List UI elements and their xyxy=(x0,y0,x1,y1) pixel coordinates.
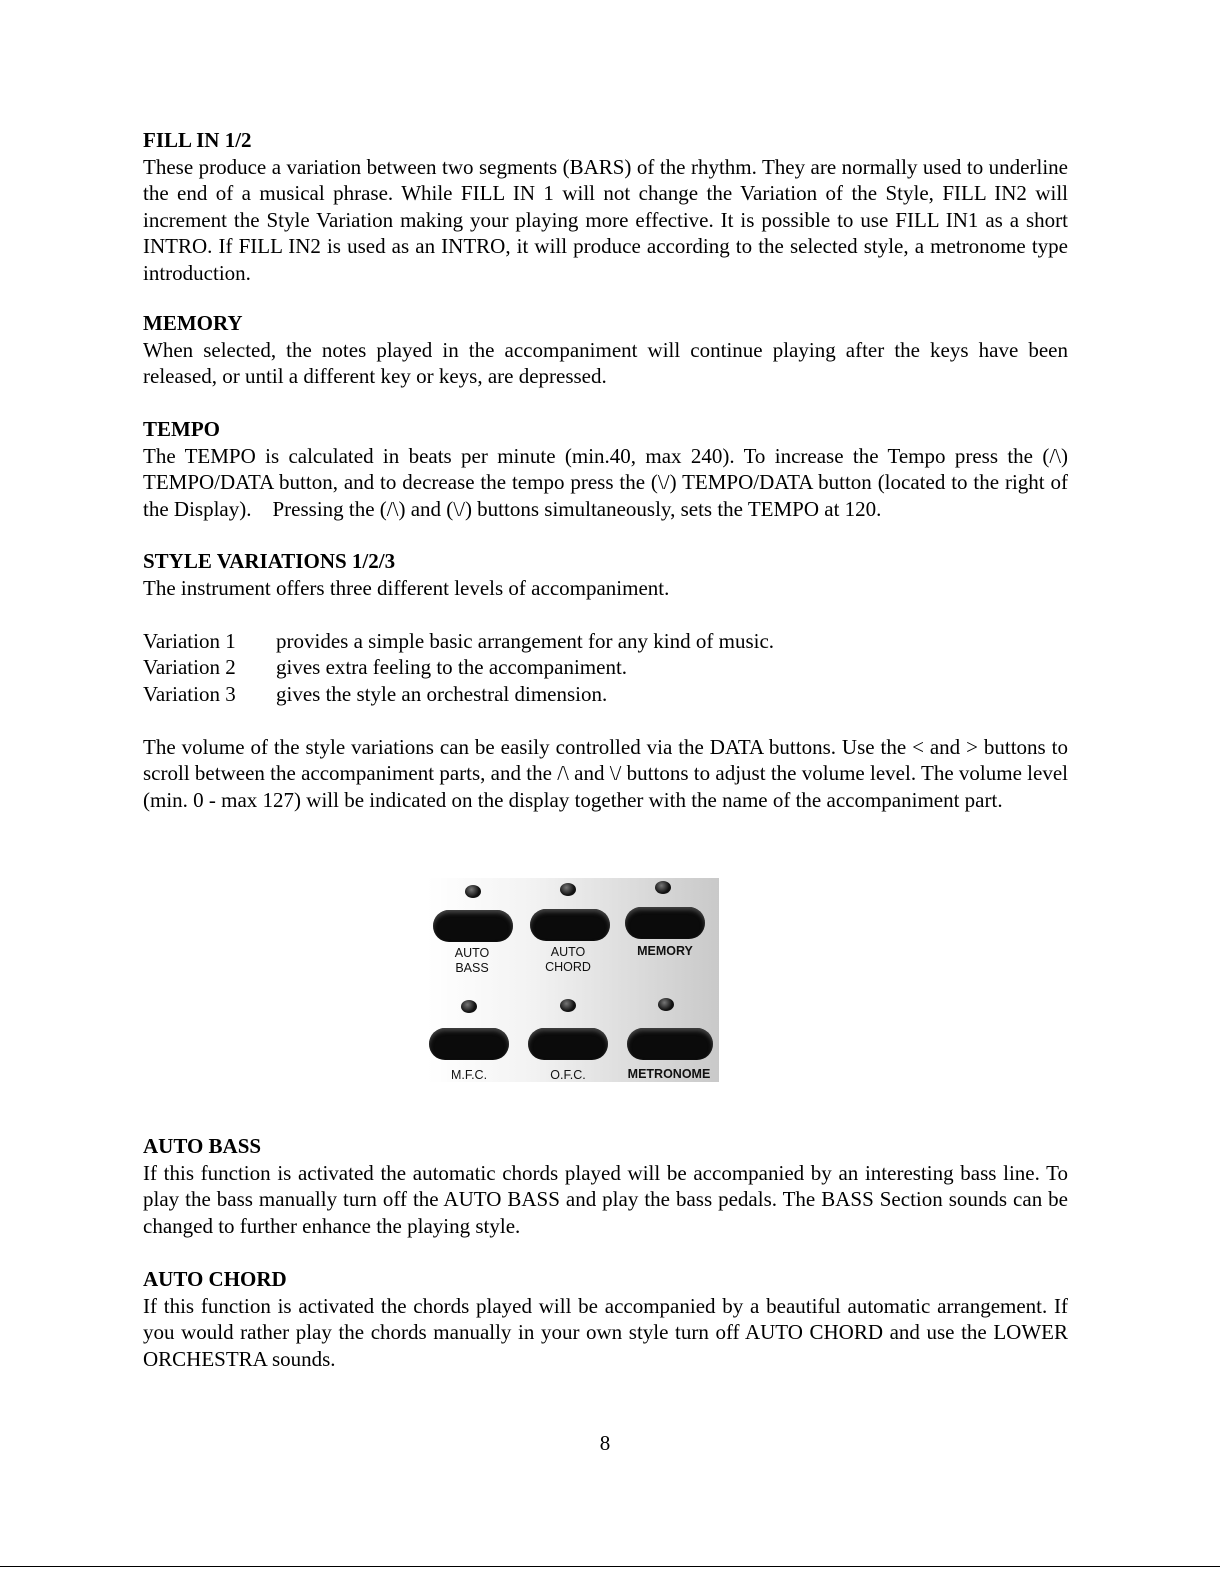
led-icon xyxy=(658,998,674,1011)
section-memory xyxy=(143,310,1068,390)
section-tempo xyxy=(143,416,1074,522)
mfc-button xyxy=(429,1028,509,1060)
heading: FILL IN 1/2 xyxy=(143,128,252,152)
led-icon xyxy=(465,885,481,898)
variation-name: Variation 1 xyxy=(143,628,236,653)
metronome-button xyxy=(627,1028,713,1060)
heading: STYLE VARIATIONS 1/2/3 xyxy=(143,549,396,573)
page-number: 8 xyxy=(599,1431,611,1455)
button-label: AUTO CHORD xyxy=(545,945,591,974)
memory-button xyxy=(625,907,705,939)
auto-bass-button xyxy=(433,910,513,942)
variation-desc: gives the style an orchestral dimension. xyxy=(276,681,608,706)
paragraph: The TEMPO is calculated in beats per minute (min.40, max 240). To increase the Tempo press the (/\) TEMPO/DATA button, and to decrease the tempo press the (\/) TEMPO/DATA button (located to the right of the Display). Pressing the (/\) and (\/) buttons simultaneously, sets the TEMPO at 120. xyxy=(143,443,1074,521)
variation-name: Variation 3 xyxy=(143,681,236,706)
paragraph: The volume of the style variations can be easily controlled via the DATA buttons. Use the < and > buttons to scroll between the accompaniment parts, and the /\ and \/ buttons to adjust the volume level. The volume level (min. 0 - max 127) will be indicated on the display together with the name of the accompaniment part. xyxy=(143,734,1068,812)
led-icon xyxy=(655,881,671,894)
button-label: AUTO BASS xyxy=(454,946,490,975)
paragraph: If this function is activated the chords played will be accompanied by a beautiful automatic arrangement. If you would rather play the chords manually in your own style turn off AUTO CHORD and use the LOWER ORCHESTRA sounds. xyxy=(143,1293,1068,1371)
variation-row xyxy=(143,681,1068,708)
section-auto-bass xyxy=(143,1133,1068,1239)
led-icon xyxy=(560,883,576,896)
bottom-rule xyxy=(0,1566,1220,1567)
paragraph: When selected, the notes played in the accompaniment will continue playing after the keys have been released, or until a different key or keys, are depressed. xyxy=(143,337,1068,388)
section-fill-in xyxy=(143,127,1068,286)
led-icon xyxy=(461,1000,477,1013)
paragraph: These produce a variation between two segments (BARS) of the rhythm. They are normally used to underline the end of a musical phrase. While FILL IN 1 will not change the Variation of the Style, FILL IN2 will increment the Style Variation making your playing more effective. It is possible to use FILL IN1 as a short INTRO. If FILL IN2 is used as an INTRO, it will produce according to the selected style, a metronome type introduction. xyxy=(143,154,1068,285)
button-label: M.F.C. xyxy=(450,1068,488,1082)
paragraph: The instrument offers three different levels of accompaniment. xyxy=(143,575,670,600)
variation-row xyxy=(143,654,1068,681)
led-icon xyxy=(560,999,576,1012)
auto-chord-button xyxy=(530,909,610,941)
button-panel-photo xyxy=(427,878,719,1082)
variation-desc: provides a simple basic arrangement for any kind of music. xyxy=(276,628,775,653)
variation-name: Variation 2 xyxy=(143,655,236,679)
heading: AUTO CHORD xyxy=(143,1267,287,1291)
button-label: O.F.C. xyxy=(550,1068,586,1082)
ofc-button xyxy=(528,1028,608,1060)
button-label: METRONOME xyxy=(627,1067,711,1081)
button-label: MEMORY xyxy=(637,944,693,958)
variation-desc: gives extra feeling to the accompaniment. xyxy=(276,655,628,679)
heading: TEMPO xyxy=(143,417,220,441)
variation-row xyxy=(143,628,1068,655)
paragraph: If this function is activated the automatic chords played will be accompanied by an interesting bass line. To play the bass manually turn off the AUTO BASS and play the bass pedals. The BASS Section sounds can be changed to further enhance the playing style. xyxy=(143,1160,1068,1238)
section-style-variations xyxy=(143,548,1068,813)
heading: MEMORY xyxy=(143,311,243,335)
section-auto-chord xyxy=(143,1266,1068,1372)
heading: AUTO BASS xyxy=(143,1134,262,1158)
